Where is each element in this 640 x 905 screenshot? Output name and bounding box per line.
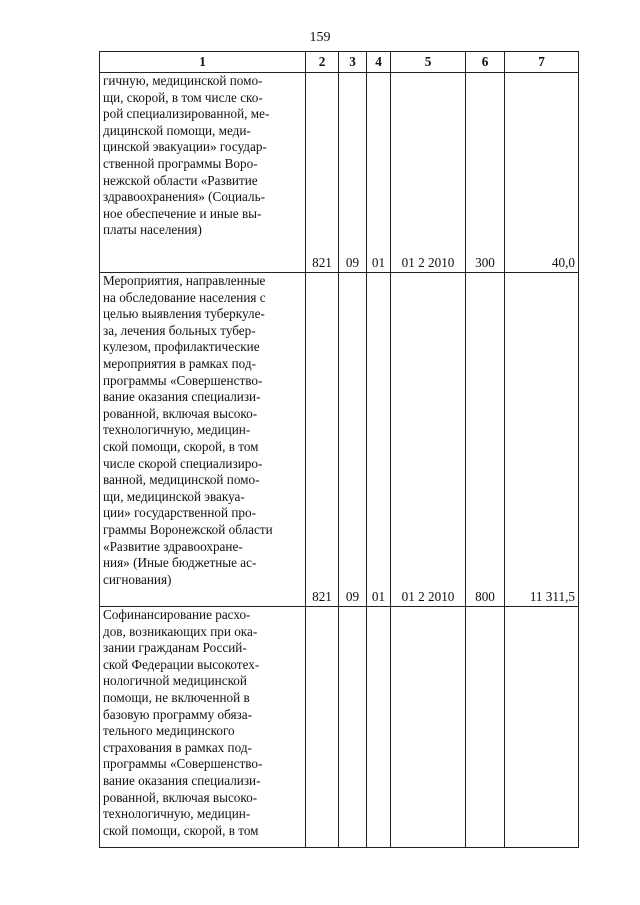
page-number: 159	[309, 30, 331, 45]
cell-ministry-code: 821	[306, 73, 339, 273]
cell-target-article: 01 2 2010	[391, 73, 466, 273]
cell-expense-type: 800	[466, 273, 505, 607]
cell-ministry-code: 821	[306, 273, 339, 607]
row-description: Софинансирование расхо- дов, возникающих при ока- зании гражданам Россий- ской Федерации высокотех- нологичной медицинской помощи, не включенной в базовую программу обяза- тельного медицинского страхования в рамках под- программы «Совершенство- вание оказания специализи- рованной, включая высоко- технологичную, медицин- ской помощи, скорой, в том	[100, 607, 306, 848]
column-header-4: 4	[367, 52, 391, 73]
cell-amount: 40,0	[505, 73, 579, 273]
header-row	[100, 52, 579, 73]
cell-target-article: 01 2 2010	[391, 273, 466, 607]
cell-target-article	[391, 607, 466, 848]
cell-expense-type: 300	[466, 73, 505, 273]
cell-section-code: 09	[339, 273, 367, 607]
column-header-7: 7	[505, 52, 579, 73]
table-row	[100, 273, 579, 607]
row-description: гичную, медицинской помо- щи, скорой, в том числе ско- рой специализированной, ме- дицинской помощи, меди- цинской эвакуации» государ- ственной программы Воро- нежской области «Развитие здравоохранения» (Социаль- ное обеспечение и иные вы- платы населения)	[100, 73, 306, 273]
column-header-2: 2	[306, 52, 339, 73]
cell-section-code	[339, 607, 367, 848]
cell-amount: 11 311,5	[505, 273, 579, 607]
cell-amount	[505, 607, 579, 848]
cell-expense-type	[466, 607, 505, 848]
column-header-5: 5	[391, 52, 466, 73]
budget-table	[99, 51, 579, 848]
table-row	[100, 73, 579, 273]
cell-subsection-code	[367, 607, 391, 848]
row-description: Мероприятия, направленные на обследование населения с целью выявления туберкуле- за, лечения больных тубер- кулезом, профилактические мероприятия в рамках под- программы «Совершенство- вание оказания специализи- рованной, включая высоко- технологичную, медицин- ской помощи, скорой, в том числе скорой специализиро- ванной, медицинской помо- щи, медицинской эвакуа- ции» государственной про- граммы Воронежской области «Развитие здравоохране- ния» (Иные бюджетные ас- сигнования)	[100, 273, 306, 607]
cell-section-code: 09	[339, 73, 367, 273]
column-header-1: 1	[100, 52, 306, 73]
column-header-6: 6	[466, 52, 505, 73]
column-header-3: 3	[339, 52, 367, 73]
cell-subsection-code: 01	[367, 273, 391, 607]
table-row	[100, 607, 579, 848]
cell-subsection-code: 01	[367, 73, 391, 273]
cell-ministry-code	[306, 607, 339, 848]
